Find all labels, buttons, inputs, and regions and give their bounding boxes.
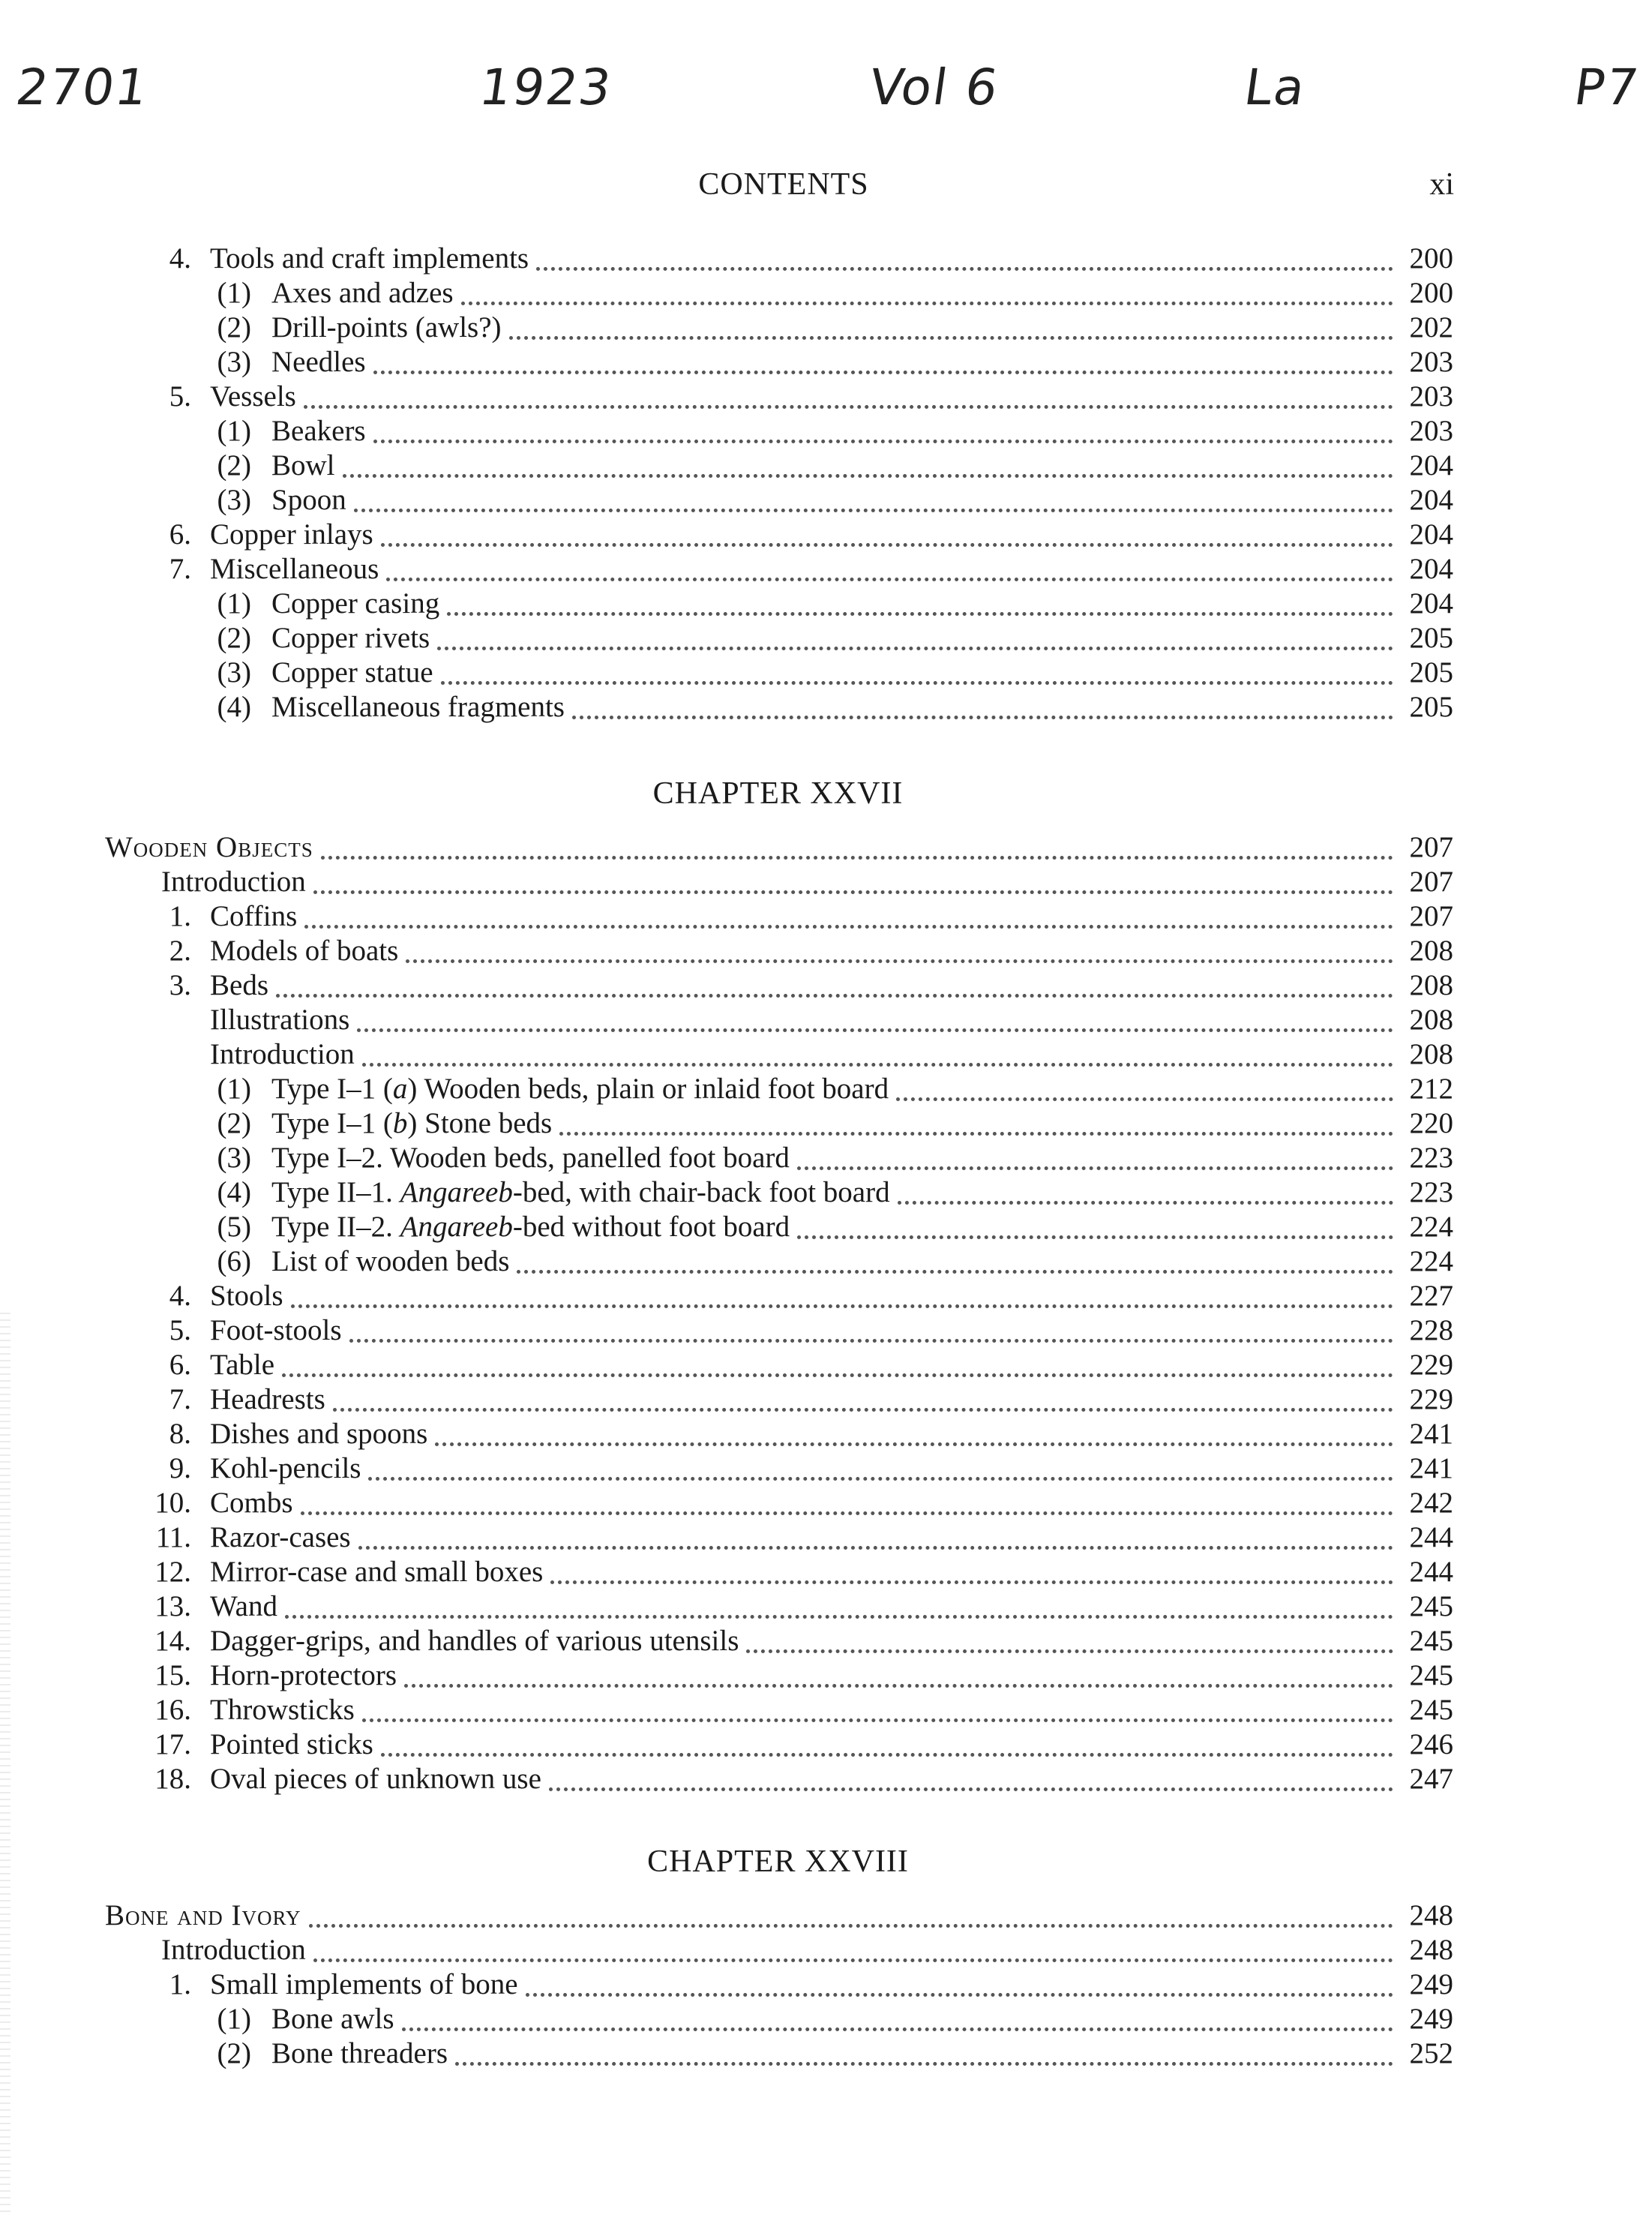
- toc-entry-number: 15.: [154, 1659, 191, 1691]
- toc-entry-label: Type I–1 (b) Stone beds: [271, 1107, 553, 1139]
- toc-entry-number: (4): [217, 691, 251, 723]
- toc-entry: [135, 968, 1453, 1003]
- toc-entry-label: Bone awls: [271, 2003, 394, 2035]
- toc-entry-label: Copper rivets: [271, 622, 430, 654]
- dot-leader: [373, 363, 1393, 374]
- toc-entry-number: 18.: [154, 1763, 191, 1795]
- toc-entry-label: Introduction: [210, 1038, 355, 1070]
- dot-leader: [362, 1055, 1393, 1067]
- toc-entry-page: 223: [1409, 1142, 1453, 1174]
- toc-entry-number: 3.: [169, 969, 191, 1001]
- toc-entry-number: (1): [217, 277, 251, 309]
- dot-leader: [354, 501, 1393, 512]
- toc-entry-number: 4.: [169, 242, 191, 275]
- toc-entry-label: Models of boats: [210, 935, 399, 967]
- toc-entry-page: 252: [1409, 2037, 1453, 2069]
- dot-leader: [291, 1297, 1393, 1308]
- toc-entry-page: 241: [1409, 1452, 1453, 1484]
- toc-entry-page: 203: [1409, 380, 1453, 413]
- toc-entry-page: 203: [1409, 415, 1453, 447]
- toc-entry: [135, 1658, 1453, 1693]
- dot-leader: [455, 2054, 1393, 2066]
- dot-leader: [309, 1916, 1394, 1928]
- toc-entry: [135, 1967, 1453, 2002]
- toc-entry: [135, 1486, 1453, 1520]
- toc-entry: [135, 1624, 1453, 1658]
- toc-entry-page: 224: [1409, 1245, 1453, 1277]
- toc-entry-number: (1): [217, 415, 251, 447]
- toc-entry-number: 7.: [169, 1383, 191, 1415]
- toc-entry-label: Small implements of bone: [210, 1968, 518, 2000]
- dot-leader: [447, 605, 1393, 616]
- toc-entry: [135, 1693, 1453, 1727]
- toc-entry-label: Bone threaders: [271, 2037, 448, 2069]
- toc-entry-label: Vessels: [210, 380, 296, 413]
- dot-leader: [313, 1951, 1393, 1962]
- toc-entry-label: Needles: [271, 346, 366, 378]
- dot-leader: [358, 1538, 1393, 1550]
- toc-entry-label: Miscellaneous fragments: [271, 691, 565, 723]
- toc-entry: [206, 1175, 1453, 1210]
- toc-entry-label: Spoon: [271, 484, 346, 516]
- toc-entry-page: 205: [1409, 622, 1453, 654]
- toc-entry: [206, 2002, 1453, 2036]
- dot-leader: [406, 952, 1393, 963]
- toc-entry-label: Mirror-case and small boxes: [210, 1556, 544, 1588]
- handwritten-note-1: 2701: [12, 59, 153, 116]
- handwritten-note-2: 1923: [475, 59, 616, 116]
- dot-leader: [349, 1331, 1393, 1343]
- toc-entry-label: Copper inlays: [210, 518, 373, 551]
- toc-entry-page: 246: [1409, 1728, 1453, 1760]
- toc-entry-page: 208: [1409, 969, 1453, 1001]
- toc-entry-page: 204: [1409, 553, 1453, 585]
- toc-entry-page: 200: [1409, 277, 1453, 309]
- dot-leader: [301, 1504, 1393, 1515]
- dot-leader: [321, 848, 1393, 860]
- toc-entry-number: 1.: [169, 900, 191, 932]
- toc-entry-page: 248: [1409, 1934, 1453, 1966]
- toc-entry-page: 228: [1409, 1314, 1453, 1346]
- toc-entry-page: 208: [1409, 935, 1453, 967]
- toc-entry-number: 17.: [154, 1728, 191, 1760]
- toc-entry-number: (3): [217, 484, 251, 516]
- dot-leader: [509, 329, 1393, 340]
- toc-entry-number: 8.: [169, 1418, 191, 1450]
- toc-entry-page: 204: [1409, 518, 1453, 551]
- toc-entry: [206, 1072, 1453, 1106]
- toc-entry-label: Pointed sticks: [210, 1728, 373, 1760]
- dot-leader: [404, 1676, 1393, 1688]
- toc-entry: [210, 1003, 1453, 1037]
- toc-entry: [206, 2036, 1453, 2071]
- dot-leader: [435, 1435, 1393, 1446]
- scan-edge-speckle: [0, 1313, 10, 2213]
- toc-entry-label: Introduction: [161, 1934, 306, 1966]
- dot-leader: [313, 883, 1393, 894]
- dot-leader: [381, 536, 1393, 547]
- toc-entry-label: Foot-stools: [210, 1314, 342, 1346]
- toc-entry-page: 229: [1409, 1349, 1453, 1381]
- toc-entry-number: (3): [217, 346, 251, 378]
- toc-entry-page: 242: [1409, 1487, 1453, 1519]
- toc-entry: [135, 1762, 1453, 1796]
- dot-leader: [386, 570, 1393, 581]
- toc-entry: [135, 1417, 1453, 1451]
- handwritten-note-5: P7: [1570, 59, 1644, 116]
- toc-entry-label: Coffins: [210, 900, 298, 932]
- toc-entry-number: (2): [217, 2037, 251, 2069]
- dot-leader: [536, 260, 1393, 271]
- toc-entry-label: Horn-protectors: [210, 1659, 397, 1691]
- chapter-heading-xxviii: CHAPTER XXVIII: [647, 1844, 909, 1879]
- toc-entry-page: 248: [1409, 1899, 1453, 1931]
- toc-entry-number: (2): [217, 622, 251, 654]
- dot-leader: [896, 1090, 1393, 1101]
- dot-leader: [898, 1193, 1393, 1205]
- toc-entry: [161, 1933, 1453, 1967]
- toc-entry: [206, 621, 1453, 656]
- toc-entry-number: (1): [217, 587, 251, 620]
- dot-leader: [797, 1159, 1393, 1170]
- toc-entry-page: 244: [1409, 1556, 1453, 1588]
- toc-entry-page: 208: [1409, 1038, 1453, 1070]
- toc-entry-label: Dagger-grips, and handles of various utensils: [210, 1625, 739, 1657]
- dot-leader: [368, 1469, 1393, 1481]
- toc-entry-page: 227: [1409, 1280, 1453, 1312]
- toc-entry-page: 205: [1409, 691, 1453, 723]
- toc-entry: [206, 449, 1453, 483]
- toc-entry-number: 16.: [154, 1694, 191, 1726]
- toc-entry-label: Type I–2. Wooden beds, panelled foot board: [271, 1142, 790, 1174]
- toc-entry-page: 220: [1409, 1107, 1453, 1139]
- toc-entry: [135, 242, 1453, 276]
- toc-entry-label: Miscellaneous: [210, 553, 379, 585]
- toc-entry-number: (2): [217, 1107, 251, 1139]
- chapter-heading-xxvii: CHAPTER XXVII: [652, 776, 904, 811]
- toc-entry-number: (3): [217, 1142, 251, 1174]
- toc-entry-page: 205: [1409, 656, 1453, 689]
- dot-leader: [517, 1262, 1393, 1274]
- toc-entry-page: 200: [1409, 242, 1453, 275]
- toc-entry-label: Tools and craft implements: [210, 242, 529, 275]
- toc-entry: [206, 311, 1453, 345]
- toc-entry-number: 12.: [154, 1556, 191, 1588]
- toc-entry-label: Drill-points (awls?): [271, 311, 502, 344]
- toc-entry-number: 10.: [154, 1487, 191, 1519]
- toc-entry-label: Oval pieces of unknown use: [210, 1763, 541, 1795]
- toc-entry-label: Bone and Ivory: [105, 1899, 301, 1931]
- toc-entry: [206, 414, 1453, 449]
- toc-entry: [135, 380, 1453, 414]
- toc-entry: [206, 483, 1453, 518]
- toc-entry-label: Copper casing: [271, 587, 440, 620]
- dot-leader: [362, 1711, 1393, 1722]
- toc-entry: [135, 1382, 1453, 1417]
- dot-leader: [461, 294, 1393, 305]
- toc-entry: [206, 1244, 1453, 1279]
- toc-entry-number: 13.: [154, 1590, 191, 1622]
- toc-entry: [135, 1348, 1453, 1382]
- toc-entry-number: 2.: [169, 935, 191, 967]
- toc-entry-number: (4): [217, 1176, 251, 1208]
- dot-leader: [381, 1745, 1393, 1757]
- toc-entry: [206, 1141, 1453, 1175]
- toc-entry-page: 202: [1409, 311, 1453, 344]
- dot-leader: [797, 1228, 1393, 1239]
- dot-leader: [550, 1573, 1393, 1584]
- toc-entry-page: 207: [1409, 866, 1453, 898]
- toc-entry: [135, 934, 1453, 968]
- toc-entry-page: 208: [1409, 1004, 1453, 1036]
- toc-entry-label: Wooden Objects: [105, 831, 313, 863]
- dot-leader: [357, 1021, 1393, 1032]
- toc-entry-label: Illustrations: [210, 1004, 350, 1036]
- toc-entry-page: 245: [1409, 1625, 1453, 1657]
- toc-entry-page: 204: [1409, 449, 1453, 482]
- toc-entry-number: 5.: [169, 1314, 191, 1346]
- toc-entry-page: 245: [1409, 1590, 1453, 1622]
- handwritten-note-4: La: [1240, 59, 1310, 116]
- dot-leader: [441, 674, 1393, 685]
- toc-entry-label: Copper statue: [271, 656, 433, 689]
- toc-entry-label: Bowl: [271, 449, 335, 482]
- dot-leader: [304, 917, 1393, 929]
- toc-entry: [206, 1106, 1453, 1141]
- toc-entry-label: Headrests: [210, 1383, 325, 1415]
- toc-entry-number: 9.: [169, 1452, 191, 1484]
- toc-entry: [135, 899, 1453, 934]
- toc-entry-label: List of wooden beds: [271, 1245, 510, 1277]
- running-head: [0, 167, 1652, 212]
- toc-entry-number: (2): [217, 311, 251, 344]
- toc-entry-page: 203: [1409, 346, 1453, 378]
- toc-entry-label: Beds: [210, 969, 268, 1001]
- toc-entry-label: Axes and adzes: [271, 277, 454, 309]
- toc-entry-label: Type II–1. Angareeb-bed, with chair-back foot board: [271, 1176, 890, 1208]
- toc-entry-label: Wand: [210, 1590, 277, 1622]
- toc-entry-number: 1.: [169, 1968, 191, 2000]
- toc-entry-number: 6.: [169, 1349, 191, 1381]
- dot-leader: [304, 398, 1393, 409]
- toc-entry-label: Razor-cases: [210, 1521, 351, 1553]
- dot-leader: [746, 1642, 1393, 1653]
- toc-entry-number: 4.: [169, 1280, 191, 1312]
- toc-entry: [135, 518, 1453, 552]
- toc-entry-number: 7.: [169, 553, 191, 585]
- page-number: xi: [1429, 167, 1454, 202]
- toc-entry-page: 249: [1409, 1968, 1453, 2000]
- dot-leader: [526, 1985, 1393, 1997]
- dot-leader: [282, 1366, 1393, 1377]
- toc-entry: [210, 1037, 1453, 1072]
- toc-entry-number: 11.: [155, 1521, 191, 1553]
- toc-entry: [135, 1555, 1453, 1589]
- toc-entry-label: Beakers: [271, 415, 366, 447]
- toc-entry: [206, 690, 1453, 725]
- toc-entry: [206, 1210, 1453, 1244]
- toc-entry: [135, 1727, 1453, 1762]
- toc-entry: [206, 345, 1453, 380]
- toc-entry-page: 245: [1409, 1694, 1453, 1726]
- toc-entry: [161, 865, 1453, 899]
- toc-entry: [135, 1451, 1453, 1486]
- toc-entry-label: Introduction: [161, 866, 306, 898]
- toc-entry-page: 207: [1409, 831, 1453, 863]
- toc-entry-page: 244: [1409, 1521, 1453, 1553]
- toc-entry-page: 204: [1409, 587, 1453, 620]
- toc-entry: [135, 1279, 1453, 1313]
- dot-leader: [437, 639, 1393, 650]
- toc-entry: [206, 587, 1453, 621]
- toc-entry-label: Stools: [210, 1280, 283, 1312]
- toc-entry-page: 249: [1409, 2003, 1453, 2035]
- toc-entry-label: Table: [210, 1349, 275, 1381]
- toc-entry-page: 223: [1409, 1176, 1453, 1208]
- toc-entry: [206, 656, 1453, 690]
- handwritten-note-3: Vol 6: [865, 59, 1003, 116]
- toc-entry-page: 241: [1409, 1418, 1453, 1450]
- toc-entry-label: Type I–1 (a) Wooden beds, plain or inlaid foot board: [271, 1073, 889, 1105]
- toc-entry: [135, 1313, 1453, 1348]
- toc-entry-page: 247: [1409, 1763, 1453, 1795]
- toc-entry: [105, 1898, 1453, 1933]
- toc-entry-page: 224: [1409, 1211, 1453, 1243]
- dot-leader: [343, 467, 1393, 478]
- toc-entry-label: Combs: [210, 1487, 293, 1519]
- toc-entry-number: 5.: [169, 380, 191, 413]
- toc-entry: [206, 276, 1453, 311]
- toc-entry-number: (5): [217, 1211, 251, 1243]
- toc-entry-label: Kohl-pencils: [210, 1452, 361, 1484]
- toc-entry-label: Type II–2. Angareeb-bed without foot board: [271, 1211, 790, 1243]
- toc-entry: [135, 1520, 1453, 1555]
- toc-entry-number: (1): [217, 1073, 251, 1105]
- toc-entry-page: 207: [1409, 900, 1453, 932]
- toc-entry-page: 245: [1409, 1659, 1453, 1691]
- toc-entry-number: (6): [217, 1245, 251, 1277]
- toc-entry-label: Throwsticks: [210, 1694, 355, 1726]
- dot-leader: [402, 2020, 1393, 2031]
- dot-leader: [285, 1607, 1393, 1619]
- toc-entry-page: 204: [1409, 484, 1453, 516]
- toc-entry-number: (1): [217, 2003, 251, 2035]
- toc-entry-number: 14.: [154, 1625, 191, 1657]
- toc-entry-number: 6.: [169, 518, 191, 551]
- dot-leader: [572, 708, 1393, 719]
- toc-entry-number: (3): [217, 656, 251, 689]
- dot-leader: [559, 1124, 1393, 1136]
- toc-entry-page: 212: [1409, 1073, 1453, 1105]
- dot-leader: [276, 986, 1393, 998]
- dot-leader: [333, 1400, 1393, 1412]
- toc-entry-label: Dishes and spoons: [210, 1418, 428, 1450]
- toc-entry: [135, 1589, 1453, 1624]
- dot-leader: [549, 1780, 1393, 1791]
- dot-leader: [373, 432, 1393, 443]
- toc-entry-number: (2): [217, 449, 251, 482]
- toc-entry: [105, 830, 1453, 865]
- toc-entry-page: 229: [1409, 1383, 1453, 1415]
- page-title: CONTENTS: [698, 167, 869, 202]
- toc-entry: [135, 552, 1453, 587]
